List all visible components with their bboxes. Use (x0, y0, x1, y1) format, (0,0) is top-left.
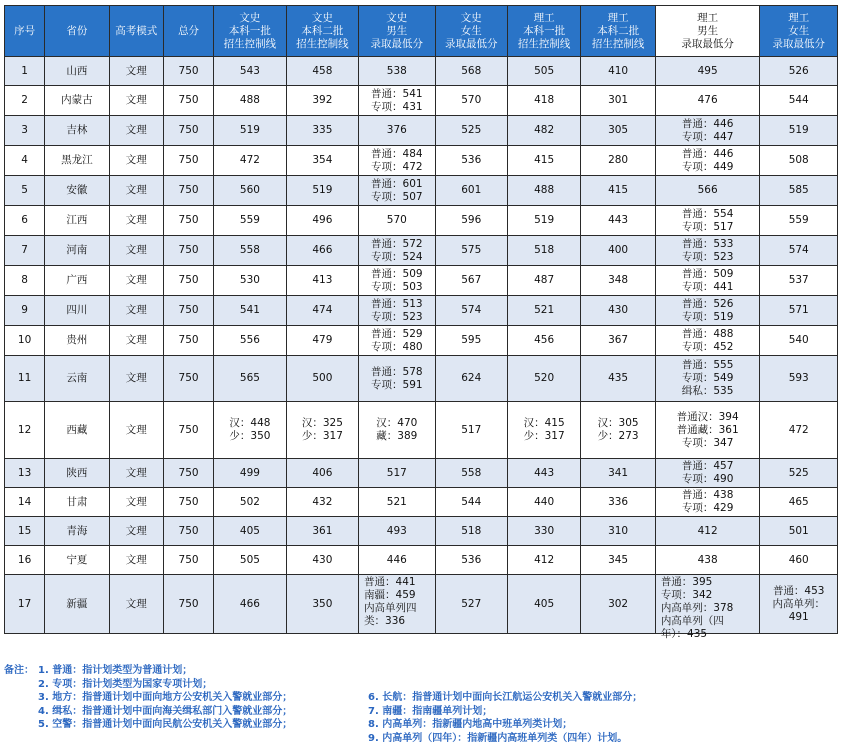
table-cell: 435 (581, 356, 655, 402)
table-cell: 普通：446 专项：449 (655, 146, 760, 176)
table-cell: 430 (581, 296, 655, 326)
table-cell: 518 (507, 236, 580, 266)
table-cell: 8 (5, 266, 45, 296)
column-header: 省份 (45, 6, 109, 57)
table-cell: 普通：441 南疆：459 内高单列四 类：336 (359, 575, 435, 634)
table-cell: 479 (286, 326, 358, 356)
table-cell: 普通：395 专项：342 内高单列：378 内高单列（四 年）：435 (655, 575, 760, 634)
table-cell: 341 (581, 459, 655, 488)
table-row (5, 296, 838, 326)
table-cell: 吉林 (45, 116, 109, 146)
table-cell: 392 (286, 86, 358, 116)
table-cell: 文理 (109, 459, 163, 488)
table-cell: 750 (163, 459, 213, 488)
table-cell: 502 (214, 488, 286, 517)
table-cell: 432 (286, 488, 358, 517)
note-row (4, 691, 840, 705)
table-cell: 519 (286, 176, 358, 206)
notes-section (4, 664, 840, 745)
table-cell: 520 (507, 356, 580, 402)
table-cell: 499 (214, 459, 286, 488)
table-cell: 536 (435, 146, 507, 176)
table-cell: 普通：601 专项：507 (359, 176, 435, 206)
table-cell: 文理 (109, 575, 163, 634)
table-cell: 宁夏 (45, 546, 109, 575)
table-cell: 601 (435, 176, 507, 206)
column-header: 理工 女生 录取最低分 (760, 6, 838, 57)
column-header: 文史 男生 录取最低分 (359, 6, 435, 57)
table-cell: 519 (760, 116, 838, 146)
column-header: 理工 本科二批 招生控制线 (581, 6, 655, 57)
table-cell: 466 (214, 575, 286, 634)
table-cell: 521 (507, 296, 580, 326)
table-cell: 新疆 (45, 575, 109, 634)
table-cell: 559 (214, 206, 286, 236)
table-cell: 418 (507, 86, 580, 116)
note-item: 9. 内高单列（四年）：指新疆内高班单列类（四年）计划。 (368, 732, 628, 744)
table-cell: 汉：305 少：273 (581, 402, 655, 459)
table-cell: 四川 (45, 296, 109, 326)
table-cell: 文理 (109, 402, 163, 459)
column-header: 文史 本科二批 招生控制线 (286, 6, 358, 57)
table-cell: 10 (5, 326, 45, 356)
table-cell: 15 (5, 517, 45, 546)
table-cell: 361 (286, 517, 358, 546)
column-header: 文史 本科一批 招生控制线 (214, 6, 286, 57)
table-cell: 568 (435, 57, 507, 86)
table-cell: 普通：572 专项：524 (359, 236, 435, 266)
table-cell: 536 (435, 546, 507, 575)
table-cell: 596 (435, 206, 507, 236)
table-cell: 普通：533 专项：523 (655, 236, 760, 266)
note-row (4, 678, 840, 692)
table-cell: 甘肃 (45, 488, 109, 517)
table-cell: 750 (163, 206, 213, 236)
table-cell: 750 (163, 356, 213, 402)
table-cell: 330 (507, 517, 580, 546)
table-cell: 750 (163, 488, 213, 517)
table-cell: 505 (214, 546, 286, 575)
table-row (5, 86, 838, 116)
table-cell: 4 (5, 146, 45, 176)
table-cell: 530 (214, 266, 286, 296)
table-cell: 305 (581, 116, 655, 146)
table-cell: 汉：415 少：317 (507, 402, 580, 459)
note-row (4, 732, 840, 746)
table-cell: 521 (359, 488, 435, 517)
table-cell: 560 (214, 176, 286, 206)
table-cell: 河南 (45, 236, 109, 266)
table-cell: 544 (760, 86, 838, 116)
table-cell: 336 (581, 488, 655, 517)
table-cell: 443 (507, 459, 580, 488)
table-cell: 750 (163, 402, 213, 459)
table-cell: 文理 (109, 546, 163, 575)
table-cell: 465 (760, 488, 838, 517)
table-cell: 500 (286, 356, 358, 402)
table-cell: 527 (435, 575, 507, 634)
table-cell: 517 (435, 402, 507, 459)
table-cell: 750 (163, 575, 213, 634)
table-cell: 558 (214, 236, 286, 266)
table-cell: 410 (581, 57, 655, 86)
table-cell: 750 (163, 517, 213, 546)
table-cell: 文理 (109, 116, 163, 146)
table-cell: 335 (286, 116, 358, 146)
table-cell: 570 (359, 206, 435, 236)
table-cell: 普通：446 专项：447 (655, 116, 760, 146)
column-header: 总分 (163, 6, 213, 57)
table-cell: 472 (214, 146, 286, 176)
table-cell: 陕西 (45, 459, 109, 488)
table-cell: 11 (5, 356, 45, 402)
table-row (5, 575, 838, 634)
table-cell: 585 (760, 176, 838, 206)
table-cell: 438 (655, 546, 760, 575)
table-cell: 537 (760, 266, 838, 296)
table-cell: 593 (760, 356, 838, 402)
table-cell: 12 (5, 402, 45, 459)
table-cell: 750 (163, 176, 213, 206)
table-cell: 文理 (109, 57, 163, 86)
table-cell: 574 (760, 236, 838, 266)
column-header: 理工 本科一批 招生控制线 (507, 6, 580, 57)
table-cell: 7 (5, 236, 45, 266)
note-item: 1. 普通：指计划类型为普通计划； (38, 665, 193, 676)
table-row (5, 356, 838, 402)
note-row (4, 718, 840, 732)
table-cell: 350 (286, 575, 358, 634)
table-cell: 460 (760, 546, 838, 575)
table-cell: 440 (507, 488, 580, 517)
table-cell: 普通汉：394 普通藏：361 专项：347 (655, 402, 760, 459)
table-cell: 3 (5, 116, 45, 146)
table-cell: 487 (507, 266, 580, 296)
table-cell: 415 (581, 176, 655, 206)
table-cell: 750 (163, 146, 213, 176)
table-cell: 624 (435, 356, 507, 402)
table-cell: 575 (435, 236, 507, 266)
table-cell: 普通：438 专项：429 (655, 488, 760, 517)
table-cell: 559 (760, 206, 838, 236)
table-cell: 565 (214, 356, 286, 402)
table-row (5, 146, 838, 176)
table-cell: 474 (286, 296, 358, 326)
table-cell: 文理 (109, 86, 163, 116)
table-cell: 367 (581, 326, 655, 356)
table-cell: 普通：509 专项：503 (359, 266, 435, 296)
table-cell: 文理 (109, 176, 163, 206)
table-cell: 458 (286, 57, 358, 86)
table-cell: 汉：325 少：317 (286, 402, 358, 459)
table-cell: 普通：526 专项：519 (655, 296, 760, 326)
note-item: 8. 内高单列：指新疆内地高中班单列类计划； (368, 719, 573, 730)
table-cell: 595 (435, 326, 507, 356)
table-row (5, 236, 838, 266)
note-item: 7. 南疆：指南疆单列计划； (368, 705, 493, 717)
table-cell: 青海 (45, 517, 109, 546)
table-cell: 汉：448 少：350 (214, 402, 286, 459)
column-header: 理工 男生 录取最低分 (655, 6, 760, 57)
table-row (5, 57, 838, 86)
table-cell: 301 (581, 86, 655, 116)
column-header: 高考模式 (109, 6, 163, 57)
table-row (5, 517, 838, 546)
table-cell: 526 (760, 57, 838, 86)
table-cell: 文理 (109, 206, 163, 236)
table-row (5, 546, 838, 575)
table-cell: 文理 (109, 356, 163, 402)
table-cell: 508 (760, 146, 838, 176)
table-cell: 文理 (109, 266, 163, 296)
table-cell: 普通：554 专项：517 (655, 206, 760, 236)
table-cell: 406 (286, 459, 358, 488)
note-item: 3. 地方：指普通计划中面向地方公安机关入警就业部分； (38, 692, 293, 703)
table-cell: 280 (581, 146, 655, 176)
table-cell: 文理 (109, 236, 163, 266)
table-cell: 413 (286, 266, 358, 296)
table-cell: 519 (507, 206, 580, 236)
table-cell: 广西 (45, 266, 109, 296)
table-cell: 普通：578 专项：591 (359, 356, 435, 402)
table-cell: 446 (359, 546, 435, 575)
table-cell: 412 (655, 517, 760, 546)
table-cell: 6 (5, 206, 45, 236)
table-cell: 文理 (109, 517, 163, 546)
admission-score-table (4, 5, 838, 640)
table-row (5, 176, 838, 206)
table-cell: 571 (760, 296, 838, 326)
table-cell: 538 (359, 57, 435, 86)
table-cell: 普通：509 专项：441 (655, 266, 760, 296)
table-cell: 400 (581, 236, 655, 266)
table-cell: 750 (163, 57, 213, 86)
table-cell: 412 (507, 546, 580, 575)
table-cell: 376 (359, 116, 435, 146)
table-cell: 普通：513 专项：523 (359, 296, 435, 326)
table-cell: 江西 (45, 206, 109, 236)
table-cell: 750 (163, 86, 213, 116)
table-cell: 466 (286, 236, 358, 266)
table-cell: 黑龙江 (45, 146, 109, 176)
table-cell: 750 (163, 546, 213, 575)
note-row (4, 705, 840, 719)
table-row (5, 459, 838, 488)
table-cell: 文理 (109, 146, 163, 176)
table-cell: 556 (214, 326, 286, 356)
column-header: 文史 女生 录取最低分 (435, 6, 507, 57)
table-cell: 519 (214, 116, 286, 146)
table-cell: 310 (581, 517, 655, 546)
table-cell: 文理 (109, 296, 163, 326)
table-row (5, 116, 838, 146)
table-cell: 14 (5, 488, 45, 517)
table-cell: 安徽 (45, 176, 109, 206)
table-cell: 525 (760, 459, 838, 488)
table-cell: 482 (507, 116, 580, 146)
table-cell: 750 (163, 116, 213, 146)
table-cell: 570 (435, 86, 507, 116)
notes-label: 备注： (4, 665, 34, 676)
table-cell: 493 (359, 517, 435, 546)
table-cell: 云南 (45, 356, 109, 402)
table-row (5, 326, 838, 356)
table-cell: 405 (507, 575, 580, 634)
table-cell: 贵州 (45, 326, 109, 356)
table-cell: 476 (655, 86, 760, 116)
note-row (4, 664, 840, 678)
table-cell: 567 (435, 266, 507, 296)
table-cell: 302 (581, 575, 655, 634)
table-cell: 750 (163, 266, 213, 296)
table-cell: 496 (286, 206, 358, 236)
table-cell: 517 (359, 459, 435, 488)
table-cell: 普通：453 内高单列： 491 (760, 575, 838, 634)
table-cell: 汉：470 藏：389 (359, 402, 435, 459)
table-row (5, 206, 838, 236)
table-cell: 456 (507, 326, 580, 356)
note-item: 5. 空警：指普通计划中面向民航公安机关入警就业部分； (38, 719, 293, 730)
table-cell: 普通：488 专项：452 (655, 326, 760, 356)
table-cell: 472 (760, 402, 838, 459)
table-cell: 西藏 (45, 402, 109, 459)
table-cell: 1 (5, 57, 45, 86)
table-cell: 普通：541 专项：431 (359, 86, 435, 116)
table-cell: 518 (435, 517, 507, 546)
table-cell: 750 (163, 236, 213, 266)
table-cell: 566 (655, 176, 760, 206)
table-cell: 普通：457 专项：490 (655, 459, 760, 488)
table-cell: 495 (655, 57, 760, 86)
table-cell: 2 (5, 86, 45, 116)
column-header: 序号 (5, 6, 45, 57)
table-cell: 文理 (109, 488, 163, 517)
table-body (5, 57, 838, 640)
table-cell: 354 (286, 146, 358, 176)
table-cell: 9 (5, 296, 45, 326)
table-cell: 415 (507, 146, 580, 176)
table-cell: 574 (435, 296, 507, 326)
note-item: 6. 长航：指普通计划中面向长江航运公安机关入警就业部分； (368, 692, 643, 703)
table-header-row (5, 6, 838, 57)
table-cell: 普通：555 专项：549 缉私：535 (655, 356, 760, 402)
table-row (5, 488, 838, 517)
table-cell: 488 (507, 176, 580, 206)
table-row (5, 402, 838, 459)
table-cell: 文理 (109, 326, 163, 356)
table-cell: 5 (5, 176, 45, 206)
note-item: 2. 专项：指计划类型为国家专项计划； (38, 678, 213, 690)
table-cell: 558 (435, 459, 507, 488)
table-cell: 17 (5, 575, 45, 634)
table-cell: 内蒙古 (45, 86, 109, 116)
table-cell: 普通：484 专项：472 (359, 146, 435, 176)
table-cell: 543 (214, 57, 286, 86)
note-item: 4. 缉私：指普通计划中面向海关缉私部门入警就业部分； (38, 705, 293, 717)
table-cell: 501 (760, 517, 838, 546)
table-cell: 443 (581, 206, 655, 236)
table-row (5, 266, 838, 296)
table-cell: 750 (163, 296, 213, 326)
table-cell: 544 (435, 488, 507, 517)
table-cell: 750 (163, 326, 213, 356)
table-cell: 348 (581, 266, 655, 296)
table-cell: 430 (286, 546, 358, 575)
table-cell: 505 (507, 57, 580, 86)
table-cell: 540 (760, 326, 838, 356)
table-cell: 山西 (45, 57, 109, 86)
table-cell: 普通：529 专项：480 (359, 326, 435, 356)
table-cell: 405 (214, 517, 286, 546)
table-cell: 488 (214, 86, 286, 116)
table-cell: 541 (214, 296, 286, 326)
table-cell: 16 (5, 546, 45, 575)
table-cell: 525 (435, 116, 507, 146)
table-cell: 13 (5, 459, 45, 488)
table-cell: 345 (581, 546, 655, 575)
